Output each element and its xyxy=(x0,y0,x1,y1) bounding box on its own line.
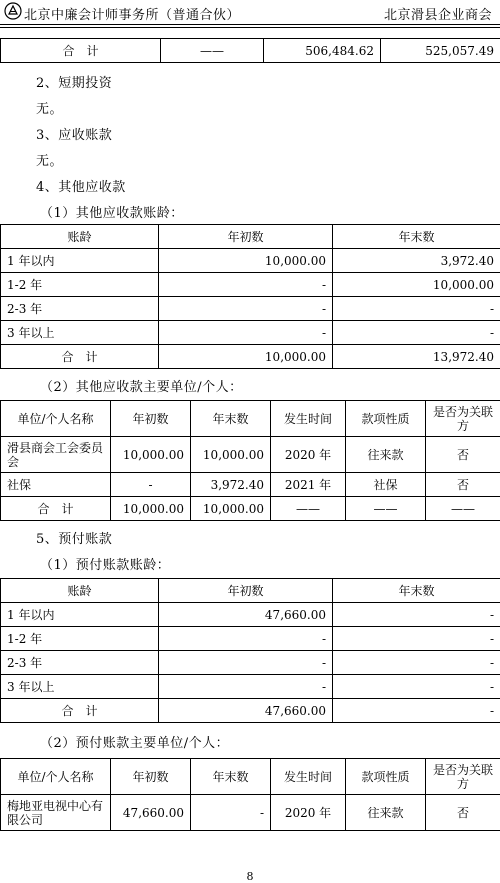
col-header-time: 发生时间 xyxy=(271,401,346,437)
value-cell: - xyxy=(333,321,500,345)
table-header-row xyxy=(1,579,500,603)
related-cell: 否 xyxy=(426,437,500,473)
value-cell: 3,972.40 xyxy=(191,473,271,497)
section-title-other-receivables: 4、其他应收款 xyxy=(36,176,126,195)
value-cell: - xyxy=(333,297,500,321)
value-cell: - xyxy=(159,651,333,675)
value-cell: - xyxy=(333,627,500,651)
col-header-end: 年末数 xyxy=(333,579,500,603)
table-row xyxy=(1,651,500,675)
col-header-end: 年末数 xyxy=(191,401,271,437)
table-row xyxy=(1,795,500,831)
header-firm-name: 北京中廉会计师事务所（普通合伙） xyxy=(24,4,240,23)
prev-table-total xyxy=(0,38,500,63)
table-header-row xyxy=(1,401,500,437)
aging-cell: 2-3 年 xyxy=(1,297,159,321)
subsection-prepaid-aging: （1）预付账款账龄： xyxy=(40,554,170,573)
aging-cell: 2-3 年 xyxy=(1,651,159,675)
total-value-2: 525,057.49 xyxy=(381,39,500,63)
total-value-1: 506,484.62 xyxy=(264,39,381,63)
aging-table-prepaid xyxy=(0,578,500,723)
col-header-aging: 账龄 xyxy=(1,579,159,603)
total-dash: —— xyxy=(271,497,346,521)
value-cell: - xyxy=(333,651,500,675)
col-header-begin: 年初数 xyxy=(159,225,333,249)
unit-name-cell: 社保 xyxy=(1,473,111,497)
col-header-related: 是否为关联方 xyxy=(426,759,500,795)
section-title-short-investment: 2、短期投资 xyxy=(36,72,112,91)
header-client-name: 北京滑县企业商会 xyxy=(384,4,492,23)
table-header-row xyxy=(1,225,500,249)
time-cell: 2021 年 xyxy=(271,473,346,497)
firm-logo-icon xyxy=(4,2,22,20)
col-header-begin: 年初数 xyxy=(159,579,333,603)
total-value: 47,660.00 xyxy=(159,699,333,723)
total-dash: —— xyxy=(346,497,426,521)
col-header-time: 发生时间 xyxy=(271,759,346,795)
col-header-end: 年末数 xyxy=(333,225,500,249)
total-label: 合 计 xyxy=(1,497,111,521)
total-value: 10,000.00 xyxy=(191,497,271,521)
value-cell: 10,000.00 xyxy=(111,437,191,473)
value-cell: - xyxy=(159,321,333,345)
table-total-row xyxy=(1,345,500,369)
value-cell: - xyxy=(159,273,333,297)
value-cell: 47,660.00 xyxy=(111,795,191,831)
nature-cell: 往来款 xyxy=(346,795,426,831)
col-header-unit: 单位/个人名称 xyxy=(1,401,111,437)
aging-cell: 1-2 年 xyxy=(1,627,159,651)
col-header-begin: 年初数 xyxy=(111,401,191,437)
table-row xyxy=(1,603,500,627)
page-header xyxy=(0,0,500,30)
table-row xyxy=(1,627,500,651)
subsection-other-receivables-units: （2）其他应收款主要单位/个人： xyxy=(40,376,243,395)
col-header-unit: 单位/个人名称 xyxy=(1,759,111,795)
total-dash: —— xyxy=(161,39,264,63)
aging-table-other-receivables xyxy=(0,224,500,369)
value-cell: - xyxy=(111,473,191,497)
col-header-aging: 账龄 xyxy=(1,225,159,249)
table-header-row xyxy=(1,759,500,795)
unit-name-cell: 梅地亚电视中心有限公司 xyxy=(1,795,111,831)
units-table-other-receivables xyxy=(0,400,500,521)
value-cell: 10,000.00 xyxy=(333,273,500,297)
col-header-end: 年末数 xyxy=(191,759,271,795)
col-header-begin: 年初数 xyxy=(111,759,191,795)
aging-cell: 3 年以上 xyxy=(1,321,159,345)
value-cell: 47,660.00 xyxy=(159,603,333,627)
aging-cell: 1 年以内 xyxy=(1,249,159,273)
value-cell: - xyxy=(333,603,500,627)
time-cell: 2020 年 xyxy=(271,437,346,473)
aging-cell: 1 年以内 xyxy=(1,603,159,627)
col-header-related: 是否为关联方 xyxy=(426,401,500,437)
col-header-nature: 款项性质 xyxy=(346,401,426,437)
table-row xyxy=(1,675,500,699)
value-cell: - xyxy=(159,627,333,651)
section-title-receivables: 3、应收账款 xyxy=(36,124,112,143)
table-total-row xyxy=(1,699,500,723)
value-cell: - xyxy=(159,675,333,699)
table-row xyxy=(1,297,500,321)
table-row xyxy=(1,39,500,63)
table-total-row xyxy=(1,497,500,521)
subsection-other-receivables-aging: （1）其他应收款账龄： xyxy=(40,202,184,221)
value-cell: - xyxy=(333,675,500,699)
total-label: 合 计 xyxy=(1,699,159,723)
table-row xyxy=(1,249,500,273)
table-row xyxy=(1,321,500,345)
total-value: 10,000.00 xyxy=(159,345,333,369)
total-label: 合 计 xyxy=(1,345,159,369)
table-row xyxy=(1,273,500,297)
section-body-receivables: 无。 xyxy=(36,150,63,169)
page-number: 8 xyxy=(0,870,500,883)
value-cell: 10,000.00 xyxy=(191,437,271,473)
table-row xyxy=(1,437,500,473)
total-value: - xyxy=(333,699,500,723)
aging-cell: 3 年以上 xyxy=(1,675,159,699)
total-label: 合 计 xyxy=(1,39,161,63)
value-cell: 3,972.40 xyxy=(333,249,500,273)
total-value: 10,000.00 xyxy=(111,497,191,521)
value-cell: 10,000.00 xyxy=(159,249,333,273)
value-cell: - xyxy=(191,795,271,831)
header-rule-thin xyxy=(0,27,500,28)
related-cell: 否 xyxy=(426,795,500,831)
total-dash: —— xyxy=(426,497,500,521)
units-table-prepaid xyxy=(0,758,500,831)
section-title-prepaid: 5、预付账款 xyxy=(36,528,112,547)
value-cell: - xyxy=(159,297,333,321)
header-rule-thick xyxy=(0,24,500,25)
aging-cell: 1-2 年 xyxy=(1,273,159,297)
related-cell: 否 xyxy=(426,473,500,497)
section-body-short-investment: 无。 xyxy=(36,98,63,117)
table-row xyxy=(1,473,500,497)
nature-cell: 社保 xyxy=(346,473,426,497)
nature-cell: 往来款 xyxy=(346,437,426,473)
total-value: 13,972.40 xyxy=(333,345,500,369)
col-header-nature: 款项性质 xyxy=(346,759,426,795)
subsection-prepaid-units: （2）预付账款主要单位/个人： xyxy=(40,732,229,751)
unit-name-cell: 滑县商会工会委员会 xyxy=(1,437,111,473)
time-cell: 2020 年 xyxy=(271,795,346,831)
